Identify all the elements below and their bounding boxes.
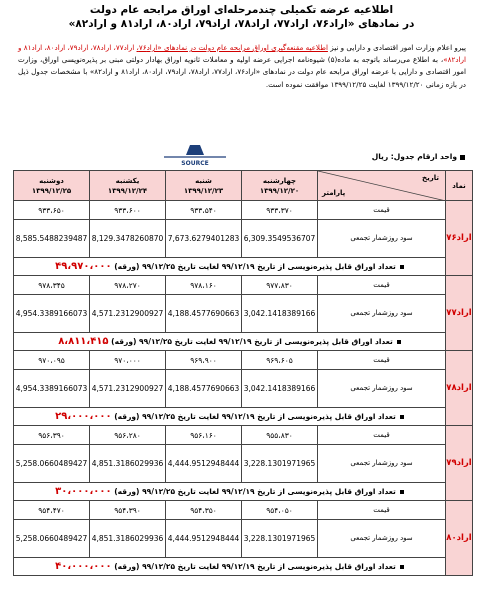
bullet-icon	[400, 490, 404, 494]
price-cell: ۹۶۹،۶۰۵	[242, 351, 318, 370]
interest-row	[14, 295, 473, 333]
interest-cell: 4,571.2312900927	[90, 370, 166, 408]
interest-label: سود روزشمار تجمعی	[318, 295, 446, 333]
interest-cell: 4,851.3186029936	[90, 445, 166, 483]
interest-cell: 4,851.3186029936	[90, 520, 166, 558]
count-cell	[14, 558, 446, 576]
bullet-icon	[400, 565, 404, 569]
interest-cell: 6,309.3549536707	[242, 220, 318, 258]
bullet-icon	[397, 340, 401, 344]
param-col-label: پارامتر	[322, 189, 346, 197]
count-cell	[14, 333, 446, 351]
logo-mark-icon	[186, 145, 204, 155]
interest-cell: 4,444.9512948444	[166, 445, 242, 483]
count-row	[14, 333, 473, 351]
interest-cell: 3,042.1418389166	[242, 370, 318, 408]
price-cell: ۹۵۴،۳۵۰	[166, 501, 242, 520]
price-cell: ۹۵۴،۰۵۰	[242, 501, 318, 520]
price-cell: ۹۵۶،۱۶۰	[166, 426, 242, 445]
interest-cell: 4,444.9512948444	[166, 520, 242, 558]
interest-cell: 4,954.3389166073	[14, 295, 90, 333]
date-col-label: تاریخ	[422, 174, 439, 182]
count-label: تعداد اوراق قابل پذیره‌نویسی از تاریخ ۹۹/۱۲/۱۹ لغایت تاریخ ۹۹/۱۲/۲۵ (ورقه)	[114, 487, 396, 496]
price-label: قیمت	[318, 276, 446, 295]
interest-cell: 5,258.0660489427	[14, 520, 90, 558]
intro-symbols: اراد۷۷، اراد۷۸، اراد۷۹، اراد۸۰، اراد۸۱ و اراد۸۲»	[18, 43, 466, 65]
bullet-icon	[400, 415, 404, 419]
interest-cell: 3,042.1418389166	[242, 295, 318, 333]
price-cell: ۹۵۶،۳۹۰	[14, 426, 90, 445]
price-row	[14, 276, 473, 295]
count-label: تعداد اوراق قابل پذیره‌نویسی از تاریخ ۹۹/۱۲/۱۹ لغایت تاریخ ۹۹/۱۲/۲۵ (ورقه)	[111, 337, 393, 346]
price-cell: ۹۵۴،۴۷۰	[14, 501, 90, 520]
symbol-cell: اراد۷۸	[446, 351, 473, 426]
table-header-row	[14, 171, 473, 201]
intro-link[interactable]: اطلاعیه مقنعه‌گیری اوراق مرابحه عام دولت در نمادهای «اراد۷۶،	[136, 43, 328, 52]
price-cell: ۹۷۰،۰۹۵	[14, 351, 90, 370]
bullet-icon	[460, 155, 465, 160]
param-date-header	[318, 171, 446, 201]
count-label: تعداد اوراق قابل پذیره‌نویسی از تاریخ ۹۹/۱۲/۱۹ لغایت تاریخ ۹۹/۱۲/۲۵ (ورقه)	[114, 412, 396, 421]
interest-row	[14, 370, 473, 408]
date-header-1: چهارشنبه ۱۳۹۹/۱۲/۲۰	[242, 171, 318, 201]
intro-text-3: شیوه‌نامه اجرایی عرضه اولیه و معاملات ثانویه اوراق بهادار دولتی مبنی بر پذیره‌نویسی اوراق، وزارت امور اقتصادی و دارایی با عرضه اوراق مرابحه عام دولت در نمادهای «اراد۷۶، اراد۷۷، اراد۷۸، اراد۷۹، اراد۸۰، اراد۸۱ و اراد۸۲» با	[18, 55, 467, 77]
count-row	[14, 558, 473, 576]
symbol-cell: اراد۷۹	[446, 426, 473, 501]
count-label: تعداد اوراق قابل پذیره‌نویسی از تاریخ ۹۹/۱۲/۱۹ لغایت تاریخ ۹۹/۱۲/۲۵ (ورقه)	[114, 562, 396, 571]
count-value: ۲۹،۰۰۰،۰۰۰	[55, 411, 112, 422]
intro-paragraph	[18, 42, 466, 91]
price-label: قیمت	[318, 351, 446, 370]
interest-cell: 7,673.6279401283	[166, 220, 242, 258]
price-cell: ۹۷۰،۰۰۰	[90, 351, 166, 370]
count-value: ۸،۸۱۱،۴۱۵	[58, 336, 109, 347]
date-header-3: یکشنبه ۱۳۹۹/۱۲/۲۴	[90, 171, 166, 201]
interest-cell: 4,571.2312900927	[90, 295, 166, 333]
price-row	[14, 201, 473, 220]
interest-row	[14, 220, 473, 258]
interest-label: سود روزشمار تجمعی	[318, 370, 446, 408]
logo-text: SOURCE	[181, 160, 209, 167]
logo	[160, 143, 230, 171]
date-header-2: شنبه ۱۳۹۹/۱۲/۲۳	[166, 171, 242, 201]
count-cell	[14, 483, 446, 501]
interest-label: سود روزشمار تجمعی	[318, 220, 446, 258]
count-value: ۴۰،۰۰۰،۰۰۰	[55, 561, 112, 572]
interest-cell: 8,585.5488239487	[14, 220, 90, 258]
interest-cell: 3,228.1301971965	[242, 520, 318, 558]
page-title: اطلاعیه عرضه تکمیلی چندمرحله‌ای اوراق مرابحه عام دولت	[89, 4, 394, 16]
symbol-cell: اراد۸۰	[446, 501, 473, 576]
price-label: قیمت	[318, 501, 446, 520]
count-row	[14, 258, 473, 276]
interest-cell: 4,954.3389166073	[14, 370, 90, 408]
price-cell: ۹۳۳،۶۰۰	[90, 201, 166, 220]
unit-label	[372, 152, 465, 161]
count-value: ۴۹،۹۷۰،۰۰۰	[55, 261, 112, 272]
interest-label: سود روزشمار تجمعی	[318, 445, 446, 483]
bullet-icon	[400, 265, 404, 269]
price-cell: ۹۷۸،۲۷۰	[90, 276, 166, 295]
interest-row	[14, 520, 473, 558]
intro-text-1: پیرو اعلام وزارت امور اقتصادی و دارایی و نیز	[327, 43, 466, 52]
price-cell: ۹۶۹،۹۰۰	[166, 351, 242, 370]
price-cell: ۹۳۳،۳۷۰	[242, 201, 318, 220]
price-cell: ۹۷۸،۱۶۰	[166, 276, 242, 295]
interest-cell: 4,188.4577690663	[166, 370, 242, 408]
price-row	[14, 351, 473, 370]
count-label: تعداد اوراق قابل پذیره‌نویسی از تاریخ ۹۹/۱۲/۱۹ لغایت تاریخ ۹۹/۱۲/۲۵ (ورقه)	[114, 262, 396, 271]
count-row	[14, 408, 473, 426]
price-label: قیمت	[318, 201, 446, 220]
price-row	[14, 501, 473, 520]
count-row	[14, 483, 473, 501]
price-cell: ۹۳۳،۶۵۰	[14, 201, 90, 220]
interest-cell: 8,129.3478260870	[90, 220, 166, 258]
page-subtitle: در نمادهای «اراد۷۶، اراد۷۷، اراد۷۸، اراد۷۹، اراد۸۰، اراد۸۱ و اراد۸۲»	[68, 18, 415, 30]
price-cell: ۹۳۳،۵۴۰	[166, 201, 242, 220]
count-value: ۳۰،۰۰۰،۰۰۰	[55, 486, 112, 497]
interest-cell: 5,258.0660489427	[14, 445, 90, 483]
symbol-cell: اراد۷۷	[446, 276, 473, 351]
price-cell: ۹۷۸،۳۴۵	[14, 276, 90, 295]
price-cell: ۹۵۵،۸۳۰	[242, 426, 318, 445]
interest-cell: 4,188.4577690663	[166, 295, 242, 333]
price-row	[14, 426, 473, 445]
interest-cell: 3,228.1301971965	[242, 445, 318, 483]
price-cell: ۹۵۶،۲۸۰	[90, 426, 166, 445]
date-header-4: دوشنبه ۱۳۹۹/۱۲/۲۵	[14, 171, 90, 201]
symbol-header: نماد	[446, 171, 473, 201]
price-cell: ۹۷۷،۸۳۰	[242, 276, 318, 295]
interest-label: سود روزشمار تجمعی	[318, 520, 446, 558]
intro-text-2: ، به اطلاع می‌رساند باتوجه به ماده(۵)	[327, 55, 444, 65]
intro-text-4: مشخصات جدول ذیل در بازه زمانی ۱۳۹۹/۱۲/۲۰ لغایت ۱۳۹۹/۱۲/۲۵ موافقت نموده است.	[18, 67, 466, 89]
symbol-cell: اراد۷۶	[446, 201, 473, 276]
offering-table	[13, 170, 473, 576]
count-cell	[14, 408, 446, 426]
price-label: قیمت	[318, 426, 446, 445]
price-cell: ۹۵۴،۳۹۰	[90, 501, 166, 520]
count-cell	[14, 258, 446, 276]
interest-row	[14, 445, 473, 483]
unit-label-text: واحد ارقام جدول: ریال	[371, 152, 457, 161]
